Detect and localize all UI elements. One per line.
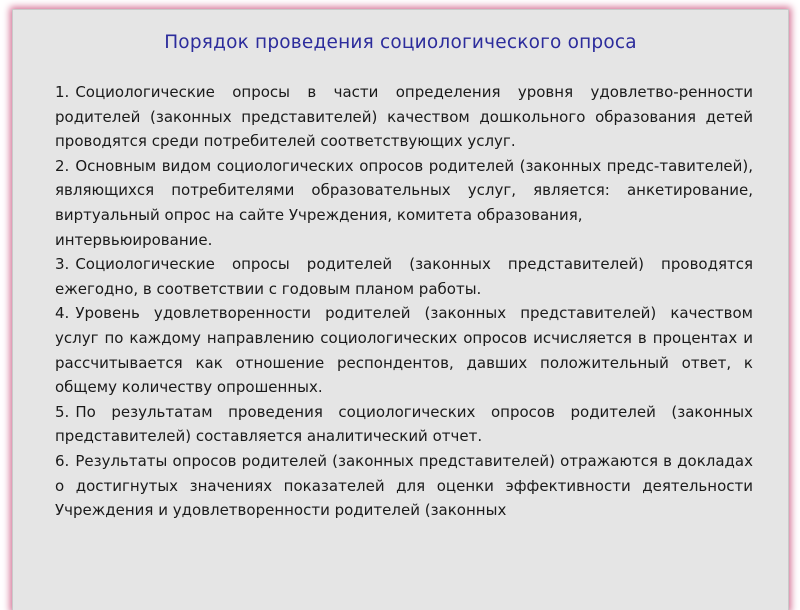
- slide-frame: [13, 10, 788, 610]
- list-item-5: [55, 400, 753, 449]
- list-item-4: [55, 301, 753, 399]
- item-number: 2.: [55, 156, 70, 175]
- item-text: По результатам проведения социологических опросов родителей (законных представителей) составляется аналитический отчет.: [55, 402, 753, 446]
- item-number: 6.: [55, 451, 70, 470]
- item-text: Социологические опросы родителей (законных представителей) проводятся ежегодно, в соответствии с годовым планом работы.: [55, 255, 753, 298]
- item-text: Уровень удовлетворенности родителей (законных представителей) качеством услуг по каждому направлению социологических опросов исчисляется в процентах и рассчитывается как отношение респондентов, давших положительный ответ, к общему количеству опрошенных.: [55, 304, 753, 397]
- slide-title: Порядок проведения социологического опроса: [164, 32, 637, 53]
- item-number: 5.: [55, 402, 70, 421]
- list-item-1: [55, 80, 753, 154]
- item-text: Основным видом социологических опросов родителей (законных предс-тавителей), являющихся потребителями образовательных услуг, является: анкетирование, виртуальный опрос на сайте Учреждения, комитета образования,: [55, 156, 753, 224]
- list-item-3: [55, 252, 753, 301]
- list-item-6: [55, 449, 753, 523]
- item-number: 1.: [55, 83, 70, 101]
- item-text: Социологические опросы в части определения уровня удовлетво-ренности родителей (законных представителей) качеством дошкольного образования детей проводятся среди потребителей соответствующих услуг.: [55, 83, 753, 151]
- item-number: 3.: [55, 255, 70, 274]
- item-number: 4.: [55, 304, 70, 323]
- list-item-2: [55, 154, 753, 228]
- slide-body: [55, 80, 753, 523]
- list-item-2-continuation: интервьюирование.: [55, 230, 213, 249]
- item-text: Результаты опросов родителей (законных представителей) отражаются в докладах о достигнутых значениях показателей для оценки эффективности деятельности Учреждения и удовлетворенности родителей (законных: [55, 451, 753, 520]
